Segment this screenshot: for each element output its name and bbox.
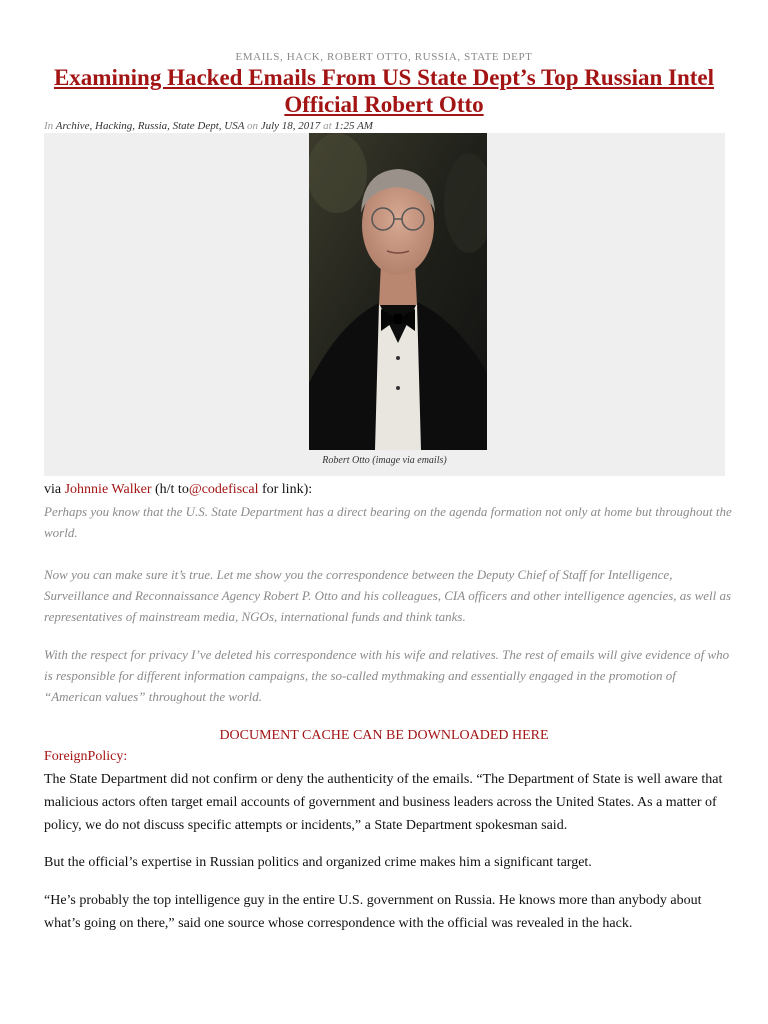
meta-date: July 18, 2017	[260, 120, 321, 132]
blockquote-paragraph: Now you can make sure it’s true. Let me show you the correspondence between the Deputy Chief of Staff for Intelligence, Surveillance and Reconnaissance Agency Robert P. Otto and his colleagues, CIA officers and other intelligence agencies, as well as representatives of mainstream media, NGOs, international funds and think tanks.	[44, 567, 732, 624]
meta-at-label: at	[323, 120, 332, 132]
document-cache-link[interactable]: DOCUMENT CACHE CAN BE DOWNLOADED HERE	[219, 728, 549, 743]
article-title[interactable]: Examining Hacked Emails From US State Dept’s Top Russian Intel Official Robert Otto	[53, 65, 715, 117]
blockquote-paragraph: With the respect for privacy I’ve deleted his correspondence with his wife and relatives. The rest of emails will give evidence of who is responsible for different information campaigns, the so-called mythmaking and essentially engaged in the promotion of “American values” throughout the world.	[44, 647, 730, 704]
via-author-link[interactable]: Johnnie Walker	[64, 482, 152, 497]
meta-in-label: In	[44, 120, 54, 132]
via-suffix: for link):	[261, 482, 313, 497]
meta-time: 1:25 AM	[334, 120, 373, 132]
category-tags[interactable]: EMAILS, HACK, ROBERT OTTO, RUSSIA, STATE DEPT	[235, 51, 533, 63]
via-ht-prefix: (h/t to	[154, 482, 189, 497]
meta-on-label: on	[246, 120, 258, 132]
via-handle-link[interactable]: @codefiscal	[188, 482, 259, 497]
meta-taxonomy-links[interactable]: Archive, Hacking, Russia, State Dept, USA	[55, 120, 245, 132]
robert-otto-photo	[309, 133, 487, 450]
via-prefix: via	[44, 482, 62, 497]
body-paragraph: The State Department did not confirm or deny the authenticity of the emails. “The Department of State is well aware that malicious actors often target email accounts of government and business leaders across the United States. As a matter of policy, we do not discuss specific attempts or incidents,” a State Department spokesman said.	[44, 772, 723, 833]
figure-caption: Robert Otto (image via emails)	[322, 455, 447, 466]
via-line	[44, 482, 734, 498]
blockquote-paragraph: Perhaps you know that the U.S. State Department has a direct bearing on the agenda formation not only at home but throughout the world.	[44, 504, 732, 540]
source-link[interactable]: ForeignPolicy:	[44, 749, 128, 764]
body-paragraph: “He’s probably the top intelligence guy in the entire U.S. government on Russia. He knows more than anybody about what’s going on there,” said one source whose correspondence with the official was revealed in the hack.	[44, 893, 702, 931]
article-figure	[44, 133, 725, 476]
post-meta	[44, 120, 734, 132]
body-paragraph: But the official’s expertise in Russian politics and organized crime makes him a significant target.	[44, 855, 592, 870]
